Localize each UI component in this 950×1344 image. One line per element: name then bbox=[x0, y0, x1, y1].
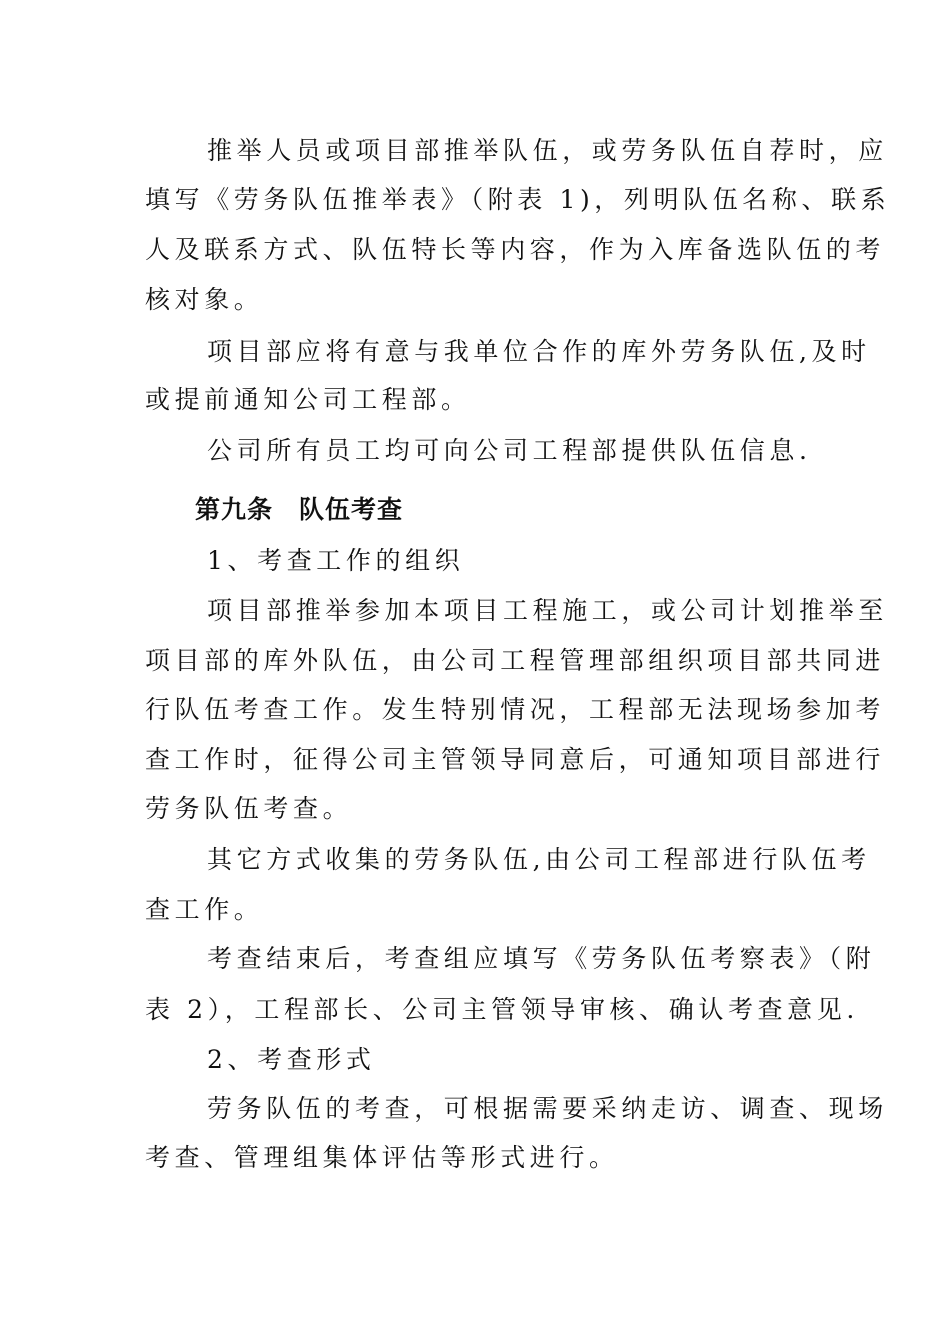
paragraph-line: 人及联系方式、队伍特长等内容，作为入库备选队伍的考 bbox=[145, 235, 886, 264]
paragraph-line: 考查结束后，考查组应填写《劳务队伍考察表》（附 bbox=[207, 944, 876, 973]
paragraph-line: 表 2），工程部长、公司主管领导审核、确认考查意见. bbox=[145, 995, 859, 1024]
paragraph-line: 填写《劳务队伍推举表》（附表 1)，列明队伍名称、联系 bbox=[145, 185, 891, 214]
paragraph-line: 项目部的库外队伍，由公司工程管理部组织项目部共同进 bbox=[145, 646, 886, 675]
article-heading bbox=[195, 495, 403, 525]
paragraph-line: 考查、管理组集体评估等形式进行。 bbox=[145, 1143, 619, 1172]
paragraph-line: 推举人员或项目部推举队伍，或劳务队伍自荐时，应 bbox=[207, 136, 888, 165]
section-heading: 1、考查工作的组织 bbox=[207, 546, 465, 575]
section-heading: 2、考查形式 bbox=[207, 1045, 376, 1074]
paragraph-line: 其它方式收集的劳务队伍,由公司工程部进行队伍考 bbox=[207, 845, 871, 874]
paragraph-line: 或提前通知公司工程部。 bbox=[145, 385, 471, 414]
paragraph-line: 劳务队伍考查。 bbox=[145, 794, 353, 823]
article-number: 第九条 bbox=[195, 495, 274, 524]
paragraph-line: 查工作时，征得公司主管领导同意后，可通知项目部进行 bbox=[145, 745, 886, 774]
paragraph-line: 劳务队伍的考查，可根据需要采纳走访、调查、现场 bbox=[207, 1094, 888, 1123]
paragraph-line: 查工作。 bbox=[145, 895, 264, 924]
paragraph-line: 核对象。 bbox=[145, 285, 264, 314]
paragraph-line: 项目部推举参加本项目工程施工，或公司计划推举至 bbox=[207, 596, 888, 625]
article-title: 队伍考查 bbox=[299, 495, 404, 524]
paragraph-line: 项目部应将有意与我单位合作的库外劳务队伍,及时 bbox=[207, 337, 871, 366]
paragraph-line: 公司所有员工均可向公司工程部提供队伍信息. bbox=[207, 436, 812, 465]
paragraph-line: 行队伍考查工作。发生特别情况，工程部无法现场参加考 bbox=[145, 695, 886, 724]
